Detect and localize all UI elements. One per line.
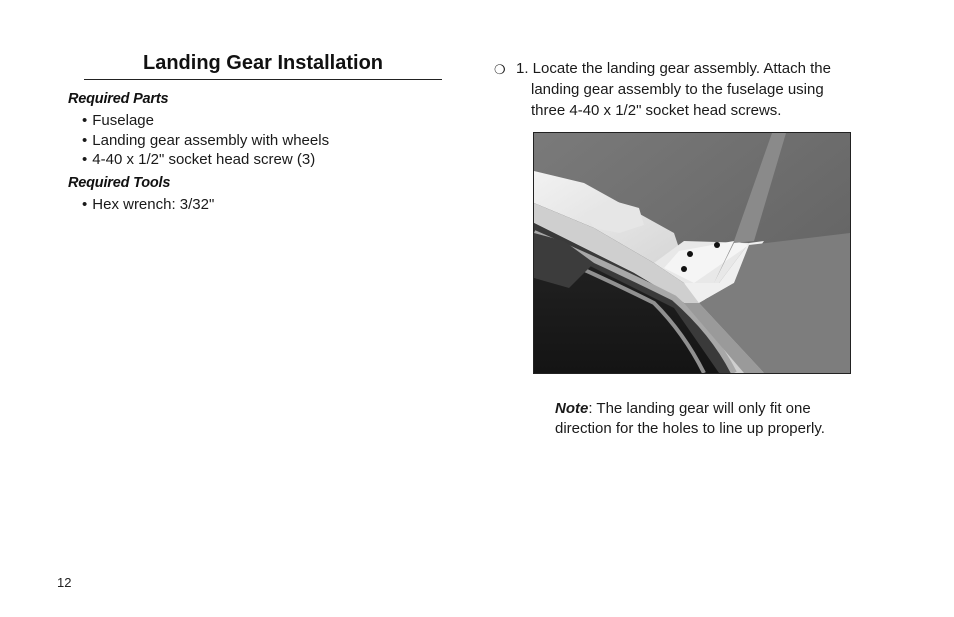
required-tools-heading: Required Tools — [68, 175, 171, 191]
landing-gear-photo — [533, 132, 851, 374]
part-fuselage: Fuselage — [92, 112, 154, 129]
part-screws: 4-40 x 1/2" socket head screw (3) — [92, 151, 316, 168]
bullet-icon: • — [82, 151, 88, 168]
title-divider — [84, 79, 442, 80]
list-item — [82, 111, 329, 131]
list-item — [82, 150, 329, 170]
step-text-line-1: 1. Locate the landing gear assembly. Attach the — [516, 60, 831, 77]
bullet-icon: • — [82, 112, 88, 129]
bullet-icon: • — [82, 131, 88, 149]
section-title: Landing Gear Installation — [142, 52, 384, 74]
required-parts-list — [82, 111, 329, 170]
step-text-line-2: landing gear assembly to the fuselage using — [531, 81, 824, 98]
required-tools-list — [82, 195, 214, 215]
list-item — [82, 131, 329, 151]
step-text-line-3: three 4-40 x 1/2" socket head screws. — [531, 102, 782, 119]
fuselage-gear-image — [534, 133, 850, 373]
bullet-icon: • — [82, 196, 88, 213]
required-parts-heading: Required Parts — [68, 91, 169, 107]
tool-hex-wrench: Hex wrench: 3/32" — [92, 196, 215, 213]
part-landing-gear: Landing gear assembly with wheels — [92, 131, 330, 149]
checkbox-icon[interactable]: ❍ — [494, 62, 506, 77]
page-number: 12 — [57, 575, 72, 590]
note-paragraph — [555, 399, 855, 438]
note-label: Note — [555, 400, 589, 417]
list-item — [82, 195, 214, 215]
note-text: : The landing gear will only fit one direction for the holes to line up properly. — [555, 400, 825, 437]
